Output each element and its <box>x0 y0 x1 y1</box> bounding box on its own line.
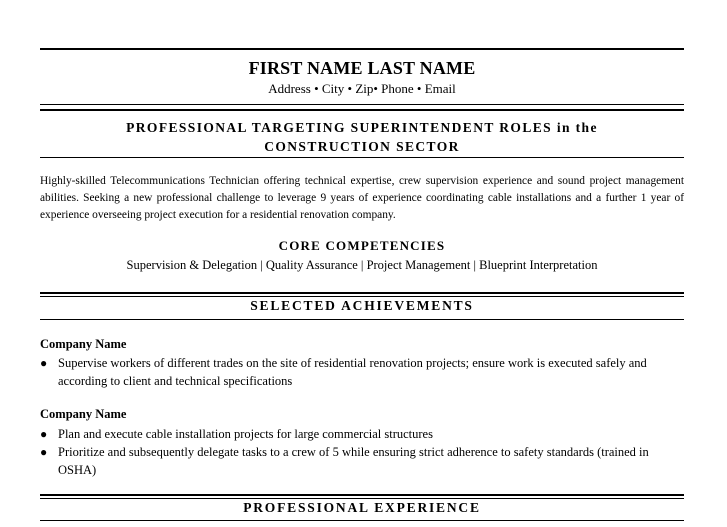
headline <box>40 118 684 156</box>
core-competencies-title: CORE COMPETENCIES <box>278 238 446 253</box>
headline-line-2: CONSTRUCTION SECTOR <box>264 139 460 154</box>
experience-rule-bottom <box>40 520 684 521</box>
achievements-rule-top-thin <box>40 296 684 297</box>
achievement-list <box>40 425 690 479</box>
achievement-text: Plan and execute cable installation projects for large commercial structures <box>58 427 433 441</box>
professional-summary: Highly-skilled Telecommunications Technician offering technical expertise, crew supervision experience and sound project management abilities. Seeking a new professional challenge to leverage 9 years of experience coordinating cable installations and a further 1 year of experience overseeing project execution for a residential renovation company. <box>40 175 684 221</box>
list-item <box>40 425 690 443</box>
achievements-title: SELECTED ACHIEVEMENTS <box>250 298 474 313</box>
achievement-list <box>40 354 690 390</box>
core-competencies-list: Supervision & Delegation | Quality Assurance | Project Management | Blueprint Interpretation <box>126 258 598 272</box>
header-rule-thin <box>40 104 684 105</box>
achievements-rule-top-thick <box>40 292 684 294</box>
company-name: Company Name <box>40 407 127 421</box>
headline-line-1: PROFESSIONAL TARGETING SUPERINTENDENT ROLES in the <box>126 120 598 135</box>
achievements-rule-bottom <box>40 319 684 320</box>
header-rule-thick <box>40 109 684 111</box>
bullet-icon: ● <box>40 356 48 370</box>
bullet-icon: ● <box>40 427 48 441</box>
achievement-text: Supervise workers of different trades on the site of residential renovation projects; ensure work is executed safely and according to client and technical specifications <box>58 356 647 388</box>
candidate-name: FIRST NAME LAST NAME <box>248 58 476 78</box>
bullet-icon: ● <box>40 445 48 459</box>
list-item <box>40 443 690 479</box>
achievement-text: Prioritize and subsequently delegate tasks to a crew of 5 while ensuring strict adherence to safety standards (trained in OSHA) <box>58 445 649 477</box>
company-name: Company Name <box>40 337 127 351</box>
top-rule <box>40 48 684 50</box>
experience-rule-top-thick <box>40 494 684 496</box>
list-item <box>40 354 690 390</box>
experience-title: PROFESSIONAL EXPERIENCE <box>243 500 481 515</box>
headline-rule <box>40 157 684 158</box>
contact-line: Address • City • Zip• Phone • Email <box>268 81 456 96</box>
experience-rule-top-thin <box>40 498 684 499</box>
